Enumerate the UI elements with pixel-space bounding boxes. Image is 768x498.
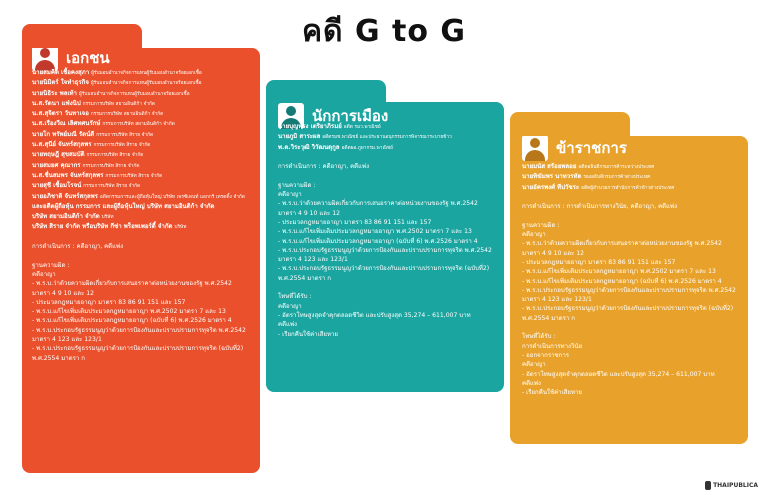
person-name: น.ส.รัตนา แฟ่งนิป bbox=[32, 99, 81, 107]
person-role: กรรมการบริษัท สิราย จำกัด bbox=[83, 184, 141, 190]
penalty-item: - อัตราโทษสูงสุดจำคุกตลอดชีวิต และปรับสูงสุด 35,274 – 611,007 บาท bbox=[522, 370, 715, 378]
charge-item: - พ.ร.บ.แก้ไขเพิ่มเติมประมวลกฎหมายอาญา พ.ศ.2502 มาตรา 7 และ 13 bbox=[32, 308, 226, 316]
person-name: น.ส.ชื่นสมพร จันทร์สกุลพร bbox=[32, 171, 104, 179]
penalty-discipline-sub: การดำเนินการทางวินัย bbox=[522, 342, 583, 350]
charge-item: - พ.ร.บ.ประกอบรัฐธรรมนูญว่าด้วยการป้องกันและปราบปรามการทุจริต (ฉบับที่2) bbox=[32, 345, 244, 353]
person-name: น.ส.เรืองวีณ เลิศทศนรักษ์ bbox=[32, 120, 101, 128]
private-card bbox=[22, 48, 260, 473]
person-row bbox=[278, 122, 500, 132]
penalty-item: คดีแพ่ง bbox=[278, 321, 297, 329]
person-role: อดีตรมช.พาณิชย์ และประธานอนุกรรมการพิจารณาระบายข้าว bbox=[322, 135, 452, 141]
action-label: การดำเนินการ : คดีอาญา, คดีแพ่ง bbox=[278, 163, 370, 171]
person-name: นายโก ทรัพย์มณี รัตน์ดี bbox=[32, 130, 95, 138]
person-row bbox=[32, 150, 254, 160]
person-role: ผู้รับมอบอำนาจกิจการแทนผู้รับมอบอำนาจร้อยเอกเชื้อ bbox=[90, 81, 202, 87]
person-role: รองอธิบดีกรมการค้าต่างประเทศ bbox=[583, 175, 651, 181]
person-role: อดีตผู้อำนวยการสำนักการค้าข้าวต่างประเทศ bbox=[581, 185, 675, 191]
charge-item: - พ.ร.บ.ประกอบรัฐธรรมนูญว่าด้วยการป้องกันและปราบปรามการทุจริต (ฉบับที่2) bbox=[278, 265, 490, 273]
person-role: บริษัท bbox=[101, 215, 114, 221]
person-name: นายนิมิตร์ ใจทำธุรกิจ bbox=[32, 79, 89, 87]
person-name: นายสมยศ คุณากร bbox=[32, 161, 81, 169]
charge-item: - ประมวลกฎหมายอาญา มาตรา 83 86 91 151 และ 157 bbox=[32, 298, 186, 306]
charge-title: ฐานความผิด : bbox=[522, 221, 560, 229]
charge-item: - พ.ร.บ.ประกอบรัฐธรรมนูญว่าด้วยการป้องกันและปราบปรามการทุจริต พ.ศ.2542 bbox=[522, 286, 736, 294]
charge-sub: คดีอาญา bbox=[278, 191, 302, 199]
politician-card bbox=[266, 102, 504, 392]
person-role: กรรมการบริษัท สยามอินดิก้า จำกัด bbox=[90, 112, 164, 118]
penalty-item: - เรียกคืนใช้ค่าเสียหาย bbox=[522, 389, 582, 397]
charge-item: - พ.ร.บ.ประกอบรัฐธรรมนูญว่าด้วยการป้องกันและปราบปรามการทุจริต พ.ศ.2542 bbox=[278, 246, 492, 254]
logo-text: THAIPUBLICA bbox=[713, 482, 758, 489]
charge-item: - พ.ร.บ.ว่าด้วยความผิดเกี่ยวกับการเสนอราคาต่อหน่วยงานของรัฐ พ.ศ.2542 bbox=[522, 240, 722, 248]
person-role: กรรมการบริษัท สิราย จำกัด bbox=[105, 173, 163, 179]
penalty-item: - อัตราโทษสูงสุดจำคุกตลอดชีวิต และปรับสูงสุด 35,274 – 611,007 บาท bbox=[278, 311, 471, 319]
penalty-title: โทษที่ได้รับ : bbox=[278, 293, 312, 301]
person-row bbox=[32, 202, 254, 212]
private-header-label: เอกชน bbox=[66, 49, 110, 67]
person-name: นายบุญทรง เตริยาภิรมย์ bbox=[278, 123, 342, 130]
person-row bbox=[32, 212, 254, 222]
penalty-item: - เรียกคืนใช้ค่าเสียหาย bbox=[278, 330, 338, 338]
person-row bbox=[278, 132, 500, 142]
person-role: กรรมการบริษัท สิราย จำกัด bbox=[86, 153, 144, 159]
charge-item: - พ.ร.บ.ว่าด้วยความผิดเกี่ยวกับการเสนอราคาต่อหน่วยงานของรัฐ พ.ศ.2542 bbox=[32, 280, 232, 288]
penalty-sub: คดีอาญา bbox=[522, 361, 546, 369]
penalty-discipline: - ออกจากราชการ bbox=[522, 351, 570, 359]
charge-item: - พ.ร.บ.แก้ไขเพิ่มเติมประมวลกฎหมายอาญา พ.ศ.2502 มาตรา 7 และ 13 bbox=[522, 268, 716, 276]
person-role: อดีตอธิบดีกรมการค้าระหว่างประเทศ bbox=[578, 165, 655, 170]
person-role: กรรมการบริษัท สยามอินดิก้า จำกัด bbox=[82, 101, 156, 107]
action-label: การดำเนินการ : คดีอาญา, คดีแพ่ง bbox=[32, 243, 124, 251]
person-name: นายทฤษฎี สุขสมบัติ bbox=[32, 151, 85, 159]
private-content bbox=[32, 68, 254, 363]
logo-icon bbox=[705, 481, 711, 490]
person-row bbox=[522, 162, 744, 172]
person-row bbox=[522, 172, 744, 182]
person-row bbox=[32, 181, 254, 191]
charge-item: พ.ศ.2554 มาตรา ก bbox=[278, 274, 331, 282]
official-header-label: ข้าราชการ bbox=[556, 139, 627, 157]
person-row bbox=[32, 119, 254, 129]
official-icon bbox=[522, 136, 548, 161]
charge-item: มาตรา 4 123 และ 123/1 bbox=[32, 336, 102, 344]
person-row bbox=[32, 222, 254, 232]
person-role: อดีตผอ.ภูผากรม.พาณิชย์ bbox=[341, 145, 393, 151]
charge-item: - พ.ร.บ.ประกอบรัฐธรรมนูญว่าด้วยการป้องกันและปราบปรามการทุจริต (ฉบับที่2) bbox=[522, 305, 734, 313]
person-name: นายมนัส สร้อยพลอย bbox=[522, 163, 577, 170]
person-role: กรรมการบริษัท สิราย จำกัด bbox=[82, 163, 140, 169]
page-title: คดี G to G bbox=[301, 14, 467, 49]
person-row bbox=[32, 161, 254, 171]
person-row bbox=[32, 99, 254, 109]
person-name: พ.ต.วิระวุฒิ วิวัฒนดุกูล bbox=[278, 143, 340, 151]
person-role: กรรมการบริษัท สยามอินดิก้า จำกัด bbox=[102, 122, 175, 128]
charge-item: มาตรา 4 9 10 และ 12 bbox=[278, 209, 340, 217]
person-row bbox=[32, 171, 254, 181]
person-row bbox=[32, 109, 254, 119]
person-role: บริษัท bbox=[174, 225, 187, 231]
charge-sub: คดีอาญา bbox=[32, 270, 56, 278]
charge-item: - พ.ร.บ.ว่าด้วยความผิดเกี่ยวกับการเสนอราคาต่อหน่วยงานของรัฐ พ.ศ.2542 bbox=[278, 200, 478, 208]
person-role: ผู้รับมอบอำนาจกิจการแทนผู้รับมอบอำนาจร้อยเอกเชื้อ bbox=[91, 71, 202, 76]
person-name: และอดีตผู้ถือหุ้น กรรมการ และผู้ถือหุ้นใหญ่ บริษัท สยามอินดิก้า จำกัด bbox=[32, 202, 215, 210]
charge-title: ฐานความผิด : bbox=[278, 181, 316, 189]
charge-item: พ.ศ.2554 มาตรา ก bbox=[32, 354, 85, 362]
official-content bbox=[522, 162, 744, 397]
charge-item: - ประมวลกฎหมายอาญา มาตรา 83 86 91 151 และ 157 bbox=[522, 258, 676, 266]
charge-item: มาตรา 4 123 และ 123/1 bbox=[278, 256, 348, 264]
person-row bbox=[32, 78, 254, 88]
charge-item: - ประมวลกฎหมายอาญา มาตรา 83 86 91 151 และ 157 bbox=[278, 218, 432, 226]
action-label: การดำเนินการ : การดำเนินการทางวินัย, คดีอาญา, คดีแพ่ง bbox=[522, 203, 678, 211]
charge-item: - พ.ร.บ.แก้ไขเพิ่มเติมประมวลกฎหมายอาญา พ.ศ.2502 มาตรา 7 และ 13 bbox=[278, 228, 472, 236]
person-row bbox=[522, 183, 744, 193]
person-name: บริษัท สิราย จำกัด หรือบริษัท กีซ่า พร็อพเพอร์ตี้ จำกัด bbox=[32, 223, 173, 231]
person-row bbox=[32, 140, 254, 150]
person-row bbox=[32, 192, 254, 202]
person-name: นายสุชี เชื้อมโรจน์ bbox=[32, 182, 82, 190]
person-name: บริษัท สยามอินดิก้า จำกัด bbox=[32, 213, 100, 221]
charge-item: - พ.ร.บ.แก้ไขเพิ่มเติมประมวลกฎหมายอาญา (ฉบับที่ 6) พ.ศ.2526 มาตรา 4 bbox=[522, 277, 722, 285]
person-name: นายนิธิระ พลเท้า bbox=[32, 89, 77, 97]
charge-item: มาตรา 4 123 และ 123/1 bbox=[522, 296, 592, 304]
person-role: กรรมการบริษัท สิราย จำกัด bbox=[93, 143, 151, 149]
charge-title: ฐานความผิด : bbox=[32, 261, 70, 269]
official-card bbox=[510, 136, 748, 444]
person-row bbox=[32, 89, 254, 99]
person-name: นายทิฆัมพร นาทวรทัต bbox=[522, 173, 582, 181]
person-name: นายอัครพงศ์ ทีปวัชระ bbox=[522, 183, 580, 191]
charge-item: - พ.ร.บ.แก้ไขเพิ่มเติมประมวลกฎหมายอาญา (ฉบับที่ 6) พ.ศ.2526 มาตรา 4 bbox=[278, 237, 478, 245]
person-role: ผู้รับมอบอำนาจกิจการแทนผู้รับมอบอำนาจร้อยเอกเชื้อ bbox=[78, 91, 190, 97]
penalty-item: คดีแพ่ง bbox=[522, 379, 541, 387]
person-role: อดีตกรรมการและผู้ถือหุ้นใหญ่ บริษัท เพรซิเดนท์ แอกกริ เทรดดิ้ง จำกัด bbox=[99, 194, 245, 200]
person-name: นายภูมิ สาระผล bbox=[278, 133, 321, 141]
politician-header-label: นักการเมือง bbox=[312, 107, 389, 125]
person-name: นายสมคิด เชื้อคงสุภา bbox=[32, 69, 90, 76]
person-role: กรรมการบริษัท สิราย จำกัด bbox=[96, 132, 154, 138]
charge-item: - พ.ร.บ.ประกอบรัฐธรรมนูญว่าด้วยการป้องกันและปราบปรามการทุจริต พ.ศ.2542 bbox=[32, 326, 246, 334]
logo bbox=[705, 481, 758, 490]
politician-content bbox=[278, 122, 500, 339]
penalty-sub: คดีอาญา bbox=[278, 302, 302, 310]
charge-item: - พ.ร.บ.แก้ไขเพิ่มเติมประมวลกฎหมายอาญา (ฉบับที่ 6) พ.ศ.2526 มาตรา 4 bbox=[32, 317, 232, 325]
person-name: นายอภิชาติ จันทร์สกุลพร bbox=[32, 192, 98, 200]
person-row bbox=[32, 68, 254, 78]
penalty-title: โทษที่ได้รับ : bbox=[522, 333, 556, 341]
person-row bbox=[278, 143, 500, 153]
person-name: น.ส.สุนีย์ จันทร์สกุลพร bbox=[32, 141, 92, 149]
charge-item: มาตรา 4 9 10 และ 12 bbox=[522, 249, 584, 257]
person-role: อดีต รมว.พาณิชย์ bbox=[343, 125, 381, 130]
charge-item: มาตรา 4 9 10 และ 12 bbox=[32, 289, 94, 297]
person-row bbox=[32, 130, 254, 140]
person-name: น.ส.สุจิตรา วันทาเจอ bbox=[32, 110, 89, 118]
charge-sub: คดีอาญา bbox=[522, 231, 546, 239]
charge-item: พ.ศ.2554 มาตรา ก bbox=[522, 314, 575, 322]
